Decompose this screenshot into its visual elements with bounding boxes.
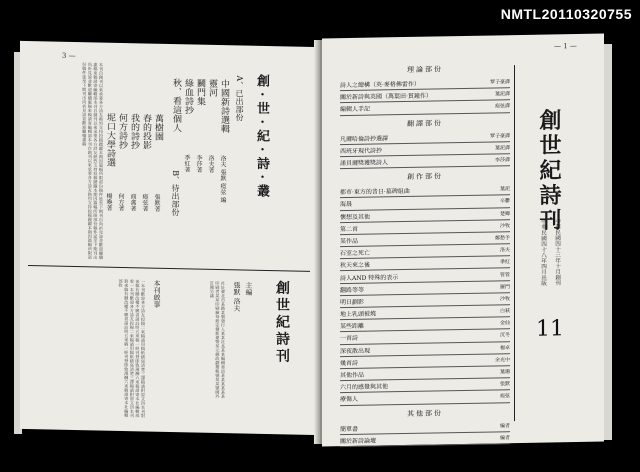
toc-entry — [340, 390, 510, 405]
toc-entry-title: 一首詩 — [340, 335, 359, 343]
book-title: 靈河 — [207, 78, 217, 97]
toc-entry-author: 葉泥譯 — [494, 145, 510, 152]
toc-entry-title: 地上乳頭被燒 — [340, 310, 377, 319]
toc-entry-title: 關於新詩論壇 — [340, 437, 377, 445]
toc-section-title: 翻譯部份 — [407, 118, 443, 128]
book-author: 瘂弦著 — [141, 193, 148, 212]
book-author: 洛夫 張默 瘂弦 編 — [219, 155, 226, 203]
toc-entry-title: 秋天來之後 — [340, 261, 371, 270]
book-title: 萬樹園 — [153, 113, 163, 141]
book-author: 張默著 — [153, 193, 160, 212]
toc-section-title: 理論部份 — [407, 65, 443, 74]
toc-entry-author: 沙牧 — [499, 296, 510, 303]
toc-entry-author: 季紅 — [499, 259, 510, 266]
toc-entry-author: 沉冬 — [499, 332, 510, 339]
toc-entry-author: 覃子豪譯 — [489, 132, 510, 140]
book-author: 季紅著 — [183, 154, 190, 173]
magazine-title: 創世紀詩刊 — [536, 108, 562, 234]
book-title: 中國新詩選輯 — [219, 79, 229, 134]
toc-entry-author: 洛夫 — [499, 247, 510, 254]
catalog-head-b: B、待出部份 — [171, 170, 180, 217]
toc-entry-title: 第二首 — [340, 225, 359, 233]
book-author: 洛夫著 — [207, 154, 214, 173]
toc-entry-author: 李莎譯 — [494, 157, 510, 164]
toc-entry-title: 都市·東方的昔日·墓碑組曲 — [340, 188, 410, 197]
toc-entry-author: 編者 — [499, 422, 510, 429]
toc-section-title: 創作部份 — [407, 172, 443, 182]
book-title: 秋、看這個人 — [171, 78, 181, 133]
book-title: 綠血詩抄 — [183, 78, 193, 115]
book-title: 何方詩抄 — [117, 112, 127, 150]
series-title: 創·世·紀·詩·叢 — [254, 73, 269, 203]
toc-entry-title: 西班牙現代詩抄 — [340, 147, 383, 155]
left-page — [20, 41, 320, 435]
toc-entry-title: 深夜散出現 — [340, 347, 371, 355]
toc-entry-title: 明日劃影 — [340, 298, 365, 307]
toc-entry-title: 六月的感覺與其他 — [340, 383, 389, 392]
toc-entry-title: 翻路等等 — [340, 286, 365, 294]
book-author: 何方著 — [117, 192, 124, 212]
masthead-details: 社址臺北市某路某號發行人某某社長某某編輯委員某某某某某某印刷者某某印刷廠每冊定價新臺幣某元郵政劃撥帳號某某號國外訂閱另議 — [209, 280, 226, 399]
notice-text-block: 本刊自創刊以來承蒙各方詩友熱烈支持投稿踴躍本期因篇幅所限部份稿件延至下期刊出尚祈見諒並歡迎繼續惠稿來稿請寄編輯部本刊自創刊以來承蒙各方詩友熱烈支持投稿踴躍本期因篇幅所限部份稿件延至下期刊出尚祈見諒並歡迎繼續惠稿來稿請寄編輯部本刊自創刊以來承蒙各方詩友熱烈支持投稿踴躍本期因篇幅所限部份稿件延至下期刊出尚祈見諒並歡迎繼續惠稿 — [82, 62, 104, 260]
toc-entry-author: 瘂弦 — [499, 393, 510, 400]
book-author: 李莎著 — [195, 154, 202, 173]
toc-entry-title: 詩人之總構（英·麥格佛雷作） — [340, 80, 420, 90]
book-title: 我的詩抄 — [129, 113, 139, 150]
published-date: 中華民國四十八年四月出版 — [540, 218, 546, 286]
toc-entry-title: 簡單書 — [340, 425, 359, 433]
founded-date: 中華民國四十三年十月創刊 — [554, 218, 560, 286]
left-page-number: 3 — — [62, 51, 76, 61]
book-author: 楊喚著 — [105, 192, 112, 211]
toc-entry-author: 葉泥譯 — [494, 91, 510, 98]
toc-entry-title: 詩人AND 特殊的表示 — [340, 273, 399, 282]
magazine-name: 創世紀詩刊 — [274, 280, 290, 366]
book-title: 春的投影 — [141, 113, 151, 150]
toc-section-title: 其他部份 — [407, 408, 443, 418]
toc-entry-title: 懷想及其他 — [340, 213, 371, 221]
toc-entry-title: 凡爾哈倫詩抄選譯 — [340, 134, 389, 143]
toc-entry — [340, 101, 510, 116]
toc-entry-author: 楚卿 — [499, 210, 510, 217]
toc-entry-author: 余光中 — [494, 357, 510, 364]
notice-body: 一本刊歡迎各方詩友投稿二來稿請用稿紙繕寫清楚三譯稿請附原文四本刊對來稿有刪改權不願者請註明五來稿一經刊登即致薄酬六來稿請寄本社編輯部收一本刊歡迎各方詩友投稿二來稿請用稿紙繕寫清楚三譯稿請附原文四本刊對來稿有刪改權不願者請註明五來稿一經刊登即致薄酬六來稿請寄本社編輯部收 — [118, 278, 146, 418]
section-divider — [28, 265, 310, 272]
toc-entry-title: 療傷人 — [340, 396, 359, 404]
toc-entry-title: 某作品 — [340, 237, 359, 246]
toc-entry-author: 瘂弦譯 — [494, 103, 510, 110]
toc-entry-title: 海晨 — [340, 201, 353, 209]
toc-entry-title: 石室之死亡 — [340, 249, 371, 258]
editor-label: 主編 — [245, 281, 253, 296]
toc-entry-title: 其他作品 — [340, 371, 365, 380]
toc-entry-author: 編者 — [499, 434, 510, 442]
book-title: 鬭門集 — [195, 78, 205, 106]
toc-entry-title: 關於新詩與英國（萬葉田·貫鐘作） — [340, 92, 432, 102]
toc-entry-author: 金仙 — [499, 320, 510, 327]
toc-entry-author: 覃子豪譯 — [489, 79, 510, 86]
toc-entry-author: 楊卓 — [499, 344, 510, 352]
right-page — [322, 34, 604, 447]
toc-entry-author: 白萩 — [499, 308, 510, 315]
toc-entry-title: 諾貝爾獎獲獎詩人 — [340, 159, 389, 168]
toc-entry — [340, 432, 510, 447]
watermark: NMTL20110320755 — [500, 6, 632, 22]
toc-entry-title: 某些距離 — [340, 323, 365, 331]
editor-names: 張默 洛夫 — [233, 281, 241, 312]
toc-entry-author: 鄭愁予 — [494, 235, 510, 242]
toc-entry-author: 沙牧 — [499, 222, 510, 230]
notice-title: 本刊啟事 — [153, 279, 161, 308]
toc-entry-author: 管管 — [499, 271, 510, 278]
toc-entry-author: 羅門 — [499, 283, 510, 291]
catalog-head-a: A、已出部份 — [235, 75, 244, 122]
toc-entry-title: 幾首詩 — [340, 359, 359, 367]
toc-entry-author: 葉泥 — [499, 186, 510, 193]
issue-number: 11 — [536, 316, 564, 342]
toc-entry-author: 葉珊 — [499, 369, 510, 376]
book-title: 坭口大學詩選 — [105, 112, 115, 167]
book-author: 商禽著 — [129, 193, 136, 212]
toc-entry — [340, 154, 510, 169]
right-page-number: — 1 — — [554, 42, 577, 51]
toc-entry-author: 張默 — [499, 381, 510, 388]
toc-entry-author: 辛鬱 — [499, 198, 510, 205]
toc-frame-line — [514, 65, 515, 421]
table-of-contents — [340, 59, 510, 447]
toc-entry-title: 編輯人手記 — [340, 106, 371, 114]
